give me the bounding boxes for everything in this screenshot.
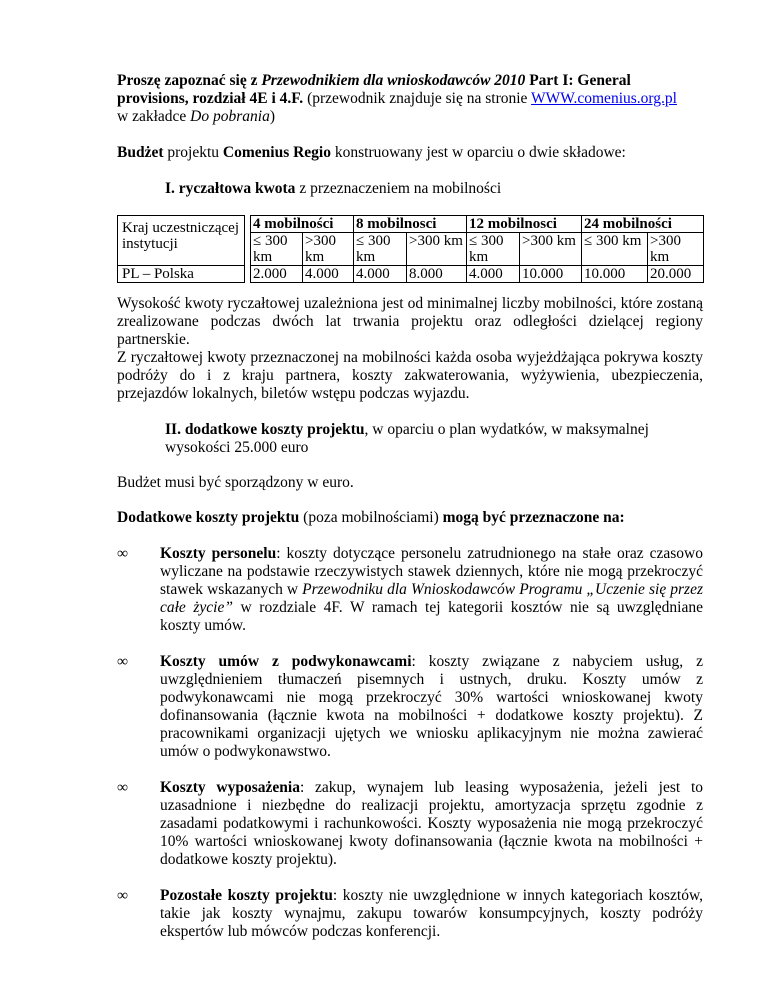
budget-text-2: konstruowany jest w oparciu o dwie składowe:: [330, 144, 626, 161]
intro-text-4: (przewodnik znajduje się na stronie: [303, 90, 532, 107]
section-2-heading: [165, 421, 703, 457]
infinity-bullet-icon: ∞: [117, 887, 129, 904]
cost-title: Koszty umów z podwykonawcami: [160, 653, 412, 670]
group-1-value-1: 2.000: [251, 266, 303, 283]
group-3-value-1: 4.000: [467, 266, 520, 283]
additional-costs-heading: [117, 509, 703, 527]
intro-text-3: Part I: General provisions, rozdział 4E i 4.F.: [117, 72, 631, 107]
group-2-title: 8 mobilnosci: [356, 216, 437, 232]
group-4-col-1: ≤ 300 km: [582, 233, 648, 266]
group-4-value-2: 20.000: [648, 266, 704, 283]
group-2-value-2: 8.000: [407, 266, 467, 283]
group-3-title: 12 mobilnosci: [469, 216, 557, 232]
group-3-col-1: ≤ 300 km: [467, 233, 520, 266]
mobility-coverage-paragraph: Z ryczałtowej kwoty przeznaczonej na mobilności każda osoba wyjeżdżająca pokrywa koszty podróży do i z kraju partnera, koszty zakwaterowania, wyżywienia, ubezpieczenia, przejazdów lokalnych, biletów wstępu podczas wyjazdu.: [117, 349, 703, 402]
group-3-col-2: >300 km: [520, 233, 582, 266]
download-section: Do pobrania: [190, 108, 270, 125]
document-page: [117, 72, 703, 959]
mobility-table: [117, 215, 704, 283]
cost-title: Koszty personelu: [160, 545, 277, 562]
group-2-value-1: 4.000: [354, 266, 407, 283]
group-1-title: 4 mobilności: [253, 216, 334, 232]
heading-2-bold-1: Dodatkowe koszty projektu: [117, 509, 300, 526]
guide-title: Przewodnikiem dla wnioskodawców 2010: [261, 72, 526, 89]
budget-paragraph: [117, 144, 703, 162]
intro-text-7: ): [269, 108, 275, 125]
budget-bold-2: Comenius Regio: [222, 144, 331, 161]
cost-title: Koszty wyposażenia: [160, 779, 300, 796]
group-4-value-1: 10.000: [582, 266, 648, 283]
heading-2-bold-2: mogą być przeznaczone na:: [442, 509, 625, 526]
group-4-title: 24 mobilności: [584, 216, 672, 232]
section-2-bold: II. dodatkowe koszty projektu: [165, 421, 365, 438]
intro-paragraph: [117, 72, 703, 126]
intro-text-5: w zakładce: [117, 108, 191, 125]
cost-categories-list: [117, 545, 703, 941]
euro-note: Budżet musi być sporządzony w euro.: [117, 474, 354, 491]
cost-text-end: w rozdziale 4F. W ramach tej kategorii kosztów nie są uwzględniane koszty umów.: [160, 599, 703, 634]
comenius-link[interactable]: WWW.comenius.org.pl: [531, 90, 677, 107]
group-1-value-2: 4.000: [303, 266, 354, 283]
section-2-text: , w oparciu o plan wydatków, w maksymalnej wysokości 25.000 euro: [165, 421, 649, 456]
infinity-bullet-icon: ∞: [117, 545, 129, 562]
budget-text-1: projektu: [163, 144, 223, 161]
infinity-bullet-icon: ∞: [117, 779, 129, 796]
infinity-bullet-icon: ∞: [117, 653, 129, 670]
group-4-col-2: >300 km: [648, 233, 704, 266]
group-4-title-cell: [582, 216, 704, 233]
list-item: [117, 545, 703, 635]
group-2-col-1: ≤ 300 km: [354, 233, 407, 266]
list-item: [117, 779, 703, 869]
cost-text: : koszty nie uwzględnione w innych kategoriach kosztów, takie jak koszty wynajmu, zakupu towarów konsumpcyjnych, koszty podróży ekspertów lub mówców podczas konferencji.: [160, 887, 704, 940]
country-name: PL – Polska: [122, 266, 194, 282]
cost-text: : zakup, wynajem lub leasing wyposażenia, jeżeli jest to uzasadnione i niezbędne do realizacji projektu, amortyzacja sprzętu zgodnie z zasadami podatkowymi i rachunkowości. Koszty wyposażenia nie mogą przekroczyć 10% wartości wnioskowanej kwoty dofinansowania (łącznie kwota na mobilności + dodatkowe koszty projektu).: [160, 779, 703, 868]
list-item: [117, 653, 703, 761]
country-header-cell: [118, 216, 245, 266]
intro-text-1: Proszę zapoznać się z: [117, 72, 262, 89]
group-1-col-2: >300 km: [303, 233, 354, 266]
list-item: [117, 887, 703, 941]
cost-title: Pozostałe koszty projektu: [160, 887, 333, 904]
section-1-text: z przeznaczeniem na mobilności: [295, 180, 502, 197]
section-1-bold: I. ryczałtowa kwota: [165, 180, 296, 197]
cost-text: : koszty związane z nabyciem usług, z uwzględnieniem tłumaczeń pisemnych i ustnych, druku. Koszty umów z podwykonawcami nie mogą przekroczyć 30% wartości wnioskowanej kwoty dofinansowania (łącznie kwota na mobilności + dodatkowe koszty projektu). Z pracownikami organizacji ujętych we wniosku aplikacyjnym nie można zawierać umów o podwykonawstwo.: [160, 653, 703, 760]
lump-sum-paragraph: Wysokość kwoty ryczałtowej uzależniona jest od minimalnej liczby mobilności, które zostaną zrealizowane podczas dwóch lat trwania projektu oraz odległości dzielącej regiony partnerskie.: [117, 295, 703, 348]
country-header: Kraj uczestniczącej instytucji: [122, 220, 240, 252]
group-2-col-2: >300 km: [407, 233, 467, 266]
cost-text: : koszty dotyczące personelu zatrudnionego na stałe oraz czasowo wyliczane na podstawie rzeczywistych stawek dziennych, które nie mogą przekroczyć stawek wskazanych w: [160, 545, 703, 598]
budget-bold-1: Budżet: [117, 144, 164, 161]
group-1-col-1: ≤ 300 km: [251, 233, 303, 266]
group-2-title-cell: [354, 216, 467, 233]
group-3-value-2: 10.000: [520, 266, 582, 283]
country-cell: [118, 266, 245, 283]
cost-italic: Przewodniku dla Wnioskodawców Programu „Uczenie się przez całe życie”: [160, 581, 703, 616]
group-1-title-cell: [251, 216, 354, 233]
section-1-heading: [165, 180, 703, 198]
group-3-title-cell: [467, 216, 582, 233]
heading-2-text: (poza mobilnościami): [299, 509, 443, 526]
